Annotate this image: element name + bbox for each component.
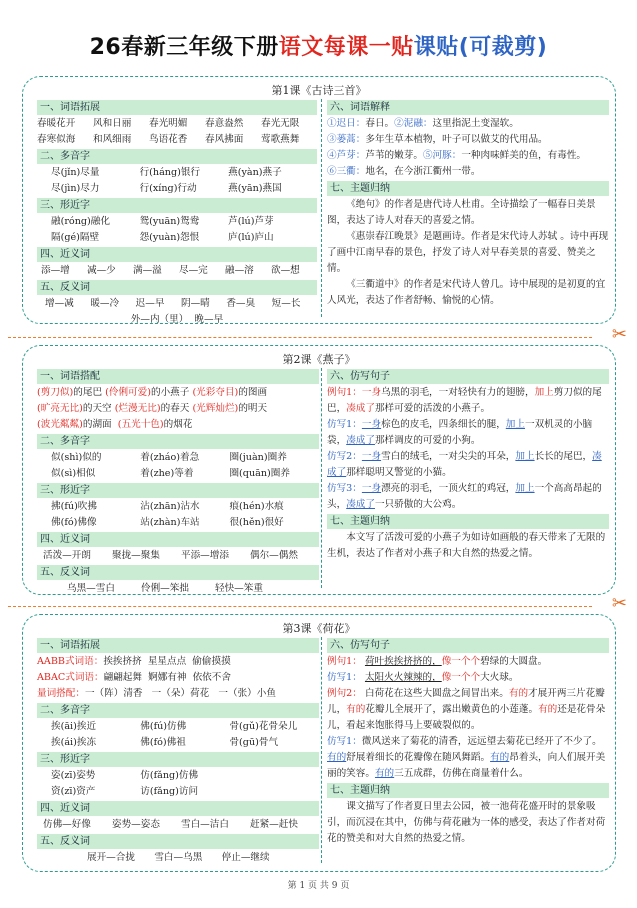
sentence-text: 漂亮的羽毛，一顶火红的鸡冠， bbox=[381, 483, 516, 494]
page-title bbox=[0, 30, 637, 61]
antonym: 展开—合拢 bbox=[87, 852, 135, 863]
word-type-label: ABAC式词语： bbox=[37, 672, 104, 683]
antonym: 香—臭 bbox=[226, 298, 256, 309]
keyword: 一身 bbox=[361, 483, 382, 494]
word: 春风拂面 bbox=[205, 134, 244, 145]
section-heading: 七、主题归纳 bbox=[327, 514, 609, 529]
keyword: 凑成了 bbox=[346, 435, 375, 446]
sentence-text: 一个高高昂起的头， bbox=[327, 483, 602, 510]
section-heading: 二、多音字 bbox=[37, 434, 319, 449]
similar-char: 访(fǎng)访问 bbox=[140, 786, 199, 797]
keyword: 一身 bbox=[361, 451, 382, 462]
synonym: 活泼—开朗 bbox=[43, 550, 91, 561]
words: 一（阵）清香 一（朵）荷花 一（张）小鱼 bbox=[84, 688, 276, 699]
lesson-2-card bbox=[22, 345, 616, 595]
section-heading: 五、反义词 bbox=[37, 565, 319, 580]
antonym: 伶俐—笨拙 bbox=[141, 583, 189, 594]
sentence-text: 大火球。 bbox=[480, 672, 519, 683]
summary-paragraph: 本文写了活泼可爱的小燕子为如诗如画般的春天带来了无限的生机，表达了作者对小燕子和大自然的热爱之情。 bbox=[327, 532, 606, 559]
keyword: 有的 bbox=[374, 768, 395, 779]
similar-char: 融(róng)融化 bbox=[51, 216, 110, 227]
keyword: 加上 bbox=[515, 483, 535, 494]
keyword: 一身 bbox=[361, 419, 382, 430]
collocation: (波光粼粼) bbox=[37, 419, 83, 430]
sentence-text: 三五成群，仿佛在商量着什么。 bbox=[394, 768, 529, 779]
lesson-3-right bbox=[327, 637, 609, 847]
term: ⑤河豚： bbox=[422, 150, 462, 161]
keyword: 有的 bbox=[346, 704, 366, 715]
section-heading: 六、词语解释 bbox=[327, 100, 609, 115]
section-heading: 五、反义词 bbox=[37, 280, 317, 295]
section-heading: 三、形近字 bbox=[37, 198, 317, 213]
word: 鸟语花香 bbox=[149, 134, 188, 145]
term: ①迟日： bbox=[327, 118, 366, 129]
keyword: 有的 bbox=[490, 752, 510, 763]
section-heading: 六、仿写句子 bbox=[327, 638, 609, 653]
polyphone: 似(sì)相似 bbox=[51, 468, 96, 479]
summary-paragraph: 《三衢道中》的作者是宋代诗人曾几。诗中展现的是初夏的宜人风光，表达了作者舒畅、愉悦的心情。 bbox=[327, 279, 606, 306]
keyword: 像一个个 bbox=[441, 672, 481, 683]
polyphone: 尽(jǐn)尽量 bbox=[51, 167, 100, 178]
polyphone: 行(háng)银行 bbox=[139, 167, 201, 178]
similar-char: 鸳(yuān)鸳鸯 bbox=[139, 216, 200, 227]
word: 春光无限 bbox=[261, 118, 300, 129]
word: 春意盎然 bbox=[205, 118, 244, 129]
divider bbox=[321, 637, 322, 863]
imitation-label: 仿写1： bbox=[327, 736, 362, 747]
section-heading: 七、主题归纳 bbox=[327, 181, 609, 196]
sentence-text: 花瓣儿全展开了，露出嫩黄色的小莲蓬。 bbox=[365, 704, 539, 715]
keyword: 有的 bbox=[327, 752, 347, 763]
word: 莺歌燕舞 bbox=[261, 134, 300, 145]
sentence-text: 乌黑的羽毛，一对轻快有力的翅膀， bbox=[381, 387, 535, 398]
antonym: 停止—继续 bbox=[221, 852, 270, 863]
keyword: 加上 bbox=[515, 451, 535, 462]
keyword: 有的 bbox=[538, 704, 558, 715]
similar-char: 很(hěn)很好 bbox=[229, 517, 284, 528]
similar-char: 资(zī)资产 bbox=[51, 786, 96, 797]
sentence-text: 才展开两三片花瓣儿， bbox=[327, 688, 605, 715]
polyphone: 燕(yān)燕国 bbox=[228, 183, 282, 194]
term: ③蒌蒿： bbox=[327, 134, 366, 145]
divider bbox=[321, 368, 322, 588]
scissor-icon: ✂ bbox=[611, 324, 627, 345]
lesson-2-title: 第2课《燕子》 bbox=[282, 353, 356, 366]
collocation: (烂漫无比) bbox=[114, 403, 161, 414]
section-heading: 四、近义词 bbox=[37, 801, 319, 816]
word: 春暖花开 bbox=[37, 118, 76, 129]
polyphone: 骨(gū)骨气 bbox=[229, 737, 279, 748]
synonym: 平添—增添 bbox=[181, 550, 229, 561]
sentence-text: 碧绿的大圆盘。 bbox=[480, 656, 548, 667]
sentence-text: 长长的尾巴， bbox=[534, 451, 593, 462]
collocation-noun: 的明天 bbox=[238, 403, 268, 414]
sentence-text: 太阳火火辣辣的， bbox=[364, 672, 442, 683]
synonym: 赶紧—赶快 bbox=[250, 819, 298, 830]
similar-char: 庐(lú)庐山 bbox=[228, 232, 274, 243]
title-part-2: 语文每课一贴 bbox=[278, 35, 414, 60]
page-number: 第 1 页 共 9 页 bbox=[287, 881, 350, 891]
similar-char: 拂(fú)吹拂 bbox=[51, 501, 97, 512]
similar-char: 仿(fǎng)仿佛 bbox=[140, 770, 199, 781]
term: ④芦芽： bbox=[327, 150, 366, 161]
word-type-label: AABB式词语： bbox=[37, 656, 104, 667]
collocation-noun: 的湖面 bbox=[82, 419, 118, 430]
synonym: 满—溢 bbox=[133, 265, 162, 276]
sentence-text: 雪白的绒毛，一对尖尖的耳朵， bbox=[381, 451, 516, 462]
section-heading: 二、多音字 bbox=[37, 703, 319, 718]
lesson-1-left bbox=[37, 99, 317, 328]
section-heading: 六、仿写句子 bbox=[327, 369, 609, 384]
polyphone: 着(zhe)等着 bbox=[140, 468, 194, 479]
cut-line bbox=[8, 337, 592, 338]
synonym: 仿佛—好像 bbox=[43, 819, 91, 830]
synonym: 姿势—姿态 bbox=[112, 819, 160, 830]
collocation-noun: 的春天 bbox=[160, 403, 193, 414]
polyphone: 挨(āi)挨近 bbox=[51, 721, 97, 732]
antonym: 增—减 bbox=[45, 298, 74, 309]
synonym: 融—溶 bbox=[225, 265, 254, 276]
section-heading: 二、多音字 bbox=[37, 149, 317, 164]
similar-char: 佛(fó)佛像 bbox=[51, 517, 97, 528]
keyword: 一身 bbox=[361, 387, 382, 398]
imitation-label: 仿写3： bbox=[327, 483, 362, 494]
polyphone: 骨(gǔ)花骨朵儿 bbox=[229, 721, 298, 732]
similar-char: 芦(lú)芦芽 bbox=[228, 216, 274, 227]
collocation-noun: 的尾巴 bbox=[73, 387, 106, 398]
similar-char: 姿(zī)姿势 bbox=[51, 770, 96, 781]
synonym: 雪白—洁白 bbox=[181, 819, 229, 830]
lesson-3-title: 第3课《荷花》 bbox=[282, 622, 356, 635]
antonym: 阴—晴 bbox=[180, 298, 210, 309]
synonym: 减—少 bbox=[87, 265, 116, 276]
term: ②泥融： bbox=[394, 118, 433, 129]
sentence-text: 那样调皮的可爱的小狗。 bbox=[374, 435, 481, 446]
antonym: 迟—早 bbox=[135, 298, 165, 309]
sentence-text: 舒展着细长的花瓣像在随风舞蹈。 bbox=[346, 752, 491, 763]
polyphone: 行(xíng)行动 bbox=[139, 183, 197, 194]
collocation: (光辉灿烂) bbox=[192, 403, 239, 414]
word-type-label: 量词搭配： bbox=[37, 688, 85, 699]
example-label: 例句1： bbox=[327, 387, 362, 398]
section-heading: 四、近义词 bbox=[37, 532, 319, 547]
sentence-text: 棕色的皮毛，四条细长的腿， bbox=[381, 419, 506, 430]
term: ⑥三衢： bbox=[327, 166, 366, 177]
word: 和风细雨 bbox=[93, 134, 132, 145]
imitation-label: 仿写2： bbox=[327, 451, 362, 462]
collocation: (旷亮无比) bbox=[37, 403, 83, 414]
collocation: (伶俐可爱) bbox=[105, 387, 151, 398]
scissor-icon: ✂ bbox=[611, 593, 627, 614]
polyphone: 尽(jìn)尽力 bbox=[51, 183, 100, 194]
definition: 一种肉味鲜美的鱼，有毒性。 bbox=[461, 150, 587, 161]
definition: 芦苇的嫩芽。 bbox=[365, 150, 423, 161]
synonym: 偶尔—偶然 bbox=[250, 550, 298, 561]
polyphone: 圈(juàn)圈养 bbox=[229, 452, 287, 463]
word: 风和日丽 bbox=[93, 118, 132, 129]
collocation-noun: 的小燕子 bbox=[151, 387, 193, 398]
keyword: 加上 bbox=[534, 387, 554, 398]
lesson-1-title: 第1课《古诗三首》 bbox=[271, 84, 367, 97]
keyword: 凑成了 bbox=[346, 499, 375, 510]
sentence-text: 微风送来了菊花的清香，远远望去菊花已经开了不少了。 bbox=[361, 736, 602, 747]
similar-char: 痕(hén)水痕 bbox=[229, 501, 284, 512]
sentence-text: 还是花骨朵儿，看起来饱胀得马上要破裂似的。 bbox=[327, 704, 606, 731]
antonym: 轻快—笨重 bbox=[215, 583, 263, 594]
lesson-3-left bbox=[37, 637, 319, 866]
keyword: 有的 bbox=[508, 688, 529, 699]
definition: 春日。 bbox=[365, 118, 395, 129]
keyword: 凑成了 bbox=[327, 451, 602, 478]
summary-paragraph: 《惠崇春江晚景》是题画诗。作者是宋代诗人苏轼 。诗中再现了画中江南早春的景色，抒发了诗人对早春美景的喜爱、赞美之情。 bbox=[327, 231, 609, 274]
sentence-text: 昂着头，向人们展开美丽的笑容。 bbox=[327, 752, 606, 779]
definition: 多年生草本植物，叶子可以做艾的代用品。 bbox=[365, 134, 548, 145]
synonym: 欲—想 bbox=[271, 265, 300, 276]
keyword: 像一个个 bbox=[441, 656, 481, 667]
synonym: 聚拢—聚集 bbox=[112, 550, 160, 561]
lesson-1-card bbox=[22, 76, 616, 324]
section-heading: 三、形近字 bbox=[37, 483, 319, 498]
cut-line bbox=[8, 606, 592, 607]
section-heading: 七、主题归纳 bbox=[327, 783, 609, 798]
section-heading: 一、词语拓展 bbox=[37, 638, 319, 653]
title-part-3: 课贴(可裁剪) bbox=[413, 35, 548, 60]
similar-char: 站(zhàn)车站 bbox=[140, 517, 200, 528]
similar-char: 隔(gé)隔壁 bbox=[51, 232, 100, 243]
example-label: 例句1： bbox=[327, 656, 362, 667]
sentence-text: 一双机灵的 bbox=[524, 419, 573, 430]
sentence-text: 小脑袋， bbox=[327, 419, 593, 446]
similar-char: 怨(yuàn)怨恨 bbox=[139, 232, 200, 243]
definition: 地名，在今浙江衢州一带。 bbox=[365, 166, 481, 177]
words: 挨挨挤挤 星星点点 偷偷摸摸 bbox=[103, 656, 231, 667]
sentence-text: 一只骄傲的大公鸡。 bbox=[374, 499, 462, 510]
sentence-text: 荷叶挨挨挤挤的， bbox=[364, 656, 442, 667]
collocation: (五光十色) bbox=[117, 419, 164, 430]
word: 春寒似海 bbox=[37, 134, 76, 145]
sentence-text: 剪刀似的尾巴， bbox=[327, 387, 602, 414]
section-heading: 五、反义词 bbox=[37, 834, 319, 849]
imitation-label: 仿写1： bbox=[327, 672, 362, 683]
section-heading: 三、形近字 bbox=[37, 752, 319, 767]
polyphone: 挨(ái)挨冻 bbox=[51, 737, 97, 748]
polyphone: 似(shì)似的 bbox=[51, 452, 102, 463]
summary-paragraph: 《绝句》的作者是唐代诗人杜甫。全诗描绘了一幅春日美景图，表达了诗人对春天的喜爱之情。 bbox=[327, 199, 596, 226]
antonym: 暖—冷 bbox=[90, 298, 120, 309]
antonym: 短—长 bbox=[271, 298, 301, 309]
collocation: (剪刀似) bbox=[37, 387, 74, 398]
lesson-1-right bbox=[327, 99, 609, 309]
summary-paragraph: 课文描写了作者夏日里去公园，被一池荷花盛开时的景象吸引，而沉浸在其中，仿佛与荷花融为一体的感受，表达了作者对荷花的赞美和对大自然的热爱之情。 bbox=[327, 801, 606, 844]
keyword: 凑成了 bbox=[346, 403, 375, 414]
lesson-2-left bbox=[37, 368, 319, 597]
section-heading: 一、词语拓展 bbox=[37, 100, 317, 115]
imitation-label: 仿写1： bbox=[327, 419, 362, 430]
synonym: 尽—完 bbox=[179, 265, 208, 276]
keyword: 加上 bbox=[505, 419, 525, 430]
definition: 这里指泥土变湿软。 bbox=[432, 118, 519, 129]
collocation-noun: 的烟花 bbox=[163, 419, 193, 430]
polyphone: 着(zháo)着急 bbox=[140, 452, 200, 463]
polyphone: 圈(quān)圈养 bbox=[229, 468, 290, 479]
sentence-text: 那样可爱的活泼的小燕子。 bbox=[374, 403, 491, 414]
word: 春光明媚 bbox=[149, 118, 188, 129]
collocation-noun: 的天空 bbox=[82, 403, 115, 414]
sentence-text: 白荷花在这些大圆盘之间冒出来。 bbox=[364, 688, 509, 699]
polyphone: 佛(fó)佛祖 bbox=[140, 737, 186, 748]
antonym: 雪白—乌黑 bbox=[154, 852, 203, 863]
lesson-3-card bbox=[22, 614, 616, 872]
example-label: 例句2： bbox=[327, 688, 362, 699]
collocation: (光彩夺目) bbox=[192, 387, 239, 398]
divider bbox=[321, 99, 322, 317]
words: 翩翩起舞 婀娜有神 依依不舍 bbox=[103, 672, 231, 683]
title-part-1: 26春新三年级下册 bbox=[89, 35, 279, 60]
antonym-line: 外—内（里） 晚—早 bbox=[130, 314, 224, 325]
lesson-2-right bbox=[327, 368, 609, 562]
antonym: 乌黑—雪白 bbox=[67, 583, 115, 594]
section-heading: 四、近义词 bbox=[37, 247, 317, 262]
polyphone: 燕(yàn)燕子 bbox=[228, 167, 282, 178]
section-heading: 一、词语搭配 bbox=[37, 369, 319, 384]
polyphone: 佛(fú)仿佛 bbox=[140, 721, 187, 732]
collocation-noun: 的图画 bbox=[238, 387, 268, 398]
synonym: 添—增 bbox=[41, 265, 70, 276]
similar-char: 沾(zhān)沾水 bbox=[140, 501, 200, 512]
sentence-text: 那样聪明又警觉的小猫。 bbox=[346, 467, 452, 478]
